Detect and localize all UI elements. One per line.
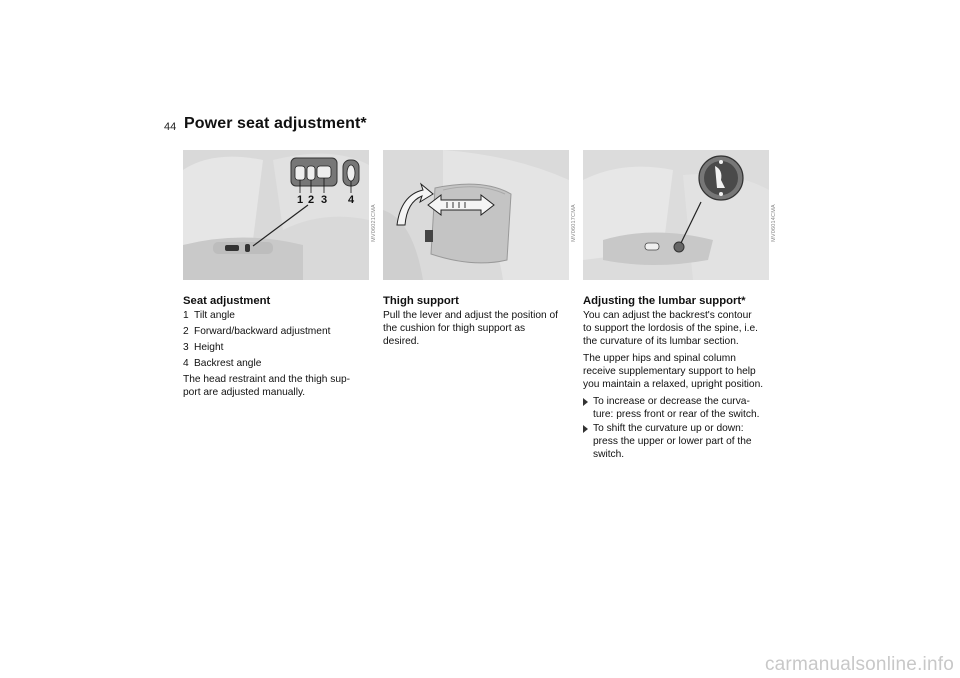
paragraph: The upper hips and spinal column receive supplementary support to help you maintain a relaxed, upright position. — [583, 353, 764, 391]
page-title: Power seat adjustment* — [184, 115, 367, 132]
section-title: Seat adjustment — [183, 295, 271, 307]
watermark: carmanualsonline.info — [764, 654, 954, 675]
bullet-item: To increase or decrease the curva- ture: press front or rear of the switch. — [583, 396, 773, 422]
paragraph: Pull the lever and adjust the position of the cushion for thigh support as desired. — [383, 310, 558, 348]
paragraph: The head restraint and the thigh sup- port are adjusted manually. — [183, 374, 351, 399]
callout-3: 3 — [320, 194, 328, 206]
list-item: 1 Tilt angle — [183, 310, 235, 322]
triangle-bullet-icon — [583, 398, 588, 406]
section-title: Thigh support — [383, 295, 459, 307]
section-title: Adjusting the lumbar support* — [583, 295, 746, 307]
lumbar-support-section — [583, 294, 773, 463]
bullet-item: To shift the curvature up or down: press the upper or lower part of the switch. — [583, 423, 773, 462]
list-item: 3 Height — [183, 342, 224, 354]
seat-controls-photo — [183, 150, 378, 280]
image-code: MV06017CMA — [571, 204, 578, 242]
seat-adjustment-section — [183, 294, 373, 404]
triangle-bullet-icon — [583, 425, 588, 433]
page-number: 44 — [164, 121, 177, 133]
list-item: 4 Backrest angle — [183, 358, 262, 370]
callout-2: 2 — [307, 194, 315, 206]
paragraph: You can adjust the backrest's contour to support the lordosis of the spine, i.e. the curvature of its lumbar section. — [583, 310, 758, 348]
callout-1: 1 — [296, 194, 304, 206]
thigh-support-photo — [383, 150, 578, 280]
image-code: MV06021CMA — [371, 204, 378, 242]
list-item: 2 Forward/backward adjustment — [183, 326, 331, 338]
callout-4: 4 — [347, 194, 355, 206]
lumbar-support-photo — [583, 150, 778, 280]
image-code: MV06014CMA — [771, 204, 778, 242]
thigh-support-section — [383, 294, 573, 353]
